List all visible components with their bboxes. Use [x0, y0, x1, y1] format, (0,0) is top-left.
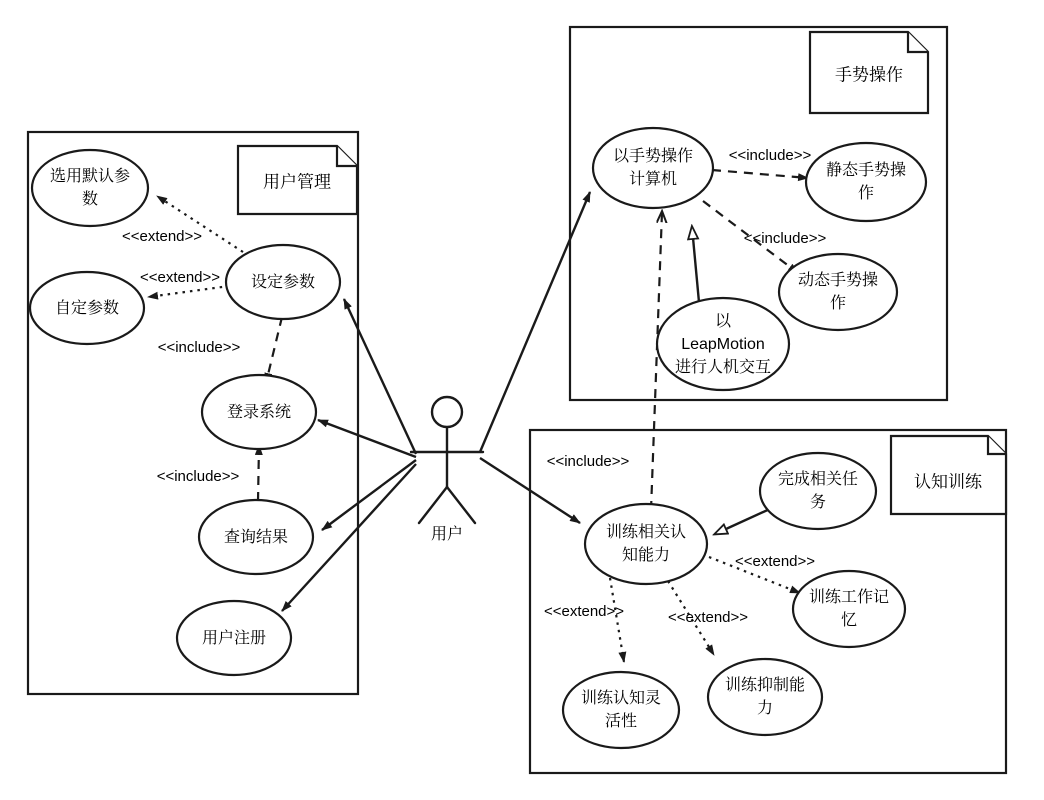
stereotype-include-static-gesture: <<include>> — [728, 146, 812, 164]
usecase-static-gesture[interactable] — [806, 143, 926, 221]
usecase-training-working-memory[interactable] — [793, 571, 905, 647]
usecase-query-result[interactable] — [199, 500, 313, 574]
usecase-label-leapmotion-l3: 进行人机交互 — [674, 359, 772, 377]
usecase-label-flexibility-l2: 活性 — [604, 713, 638, 731]
note-label-user-management: 用户管理 — [263, 172, 331, 192]
usecase-training-cognitive[interactable] — [585, 504, 707, 584]
usecase-label-working-memory-l2: 忆 — [840, 612, 858, 630]
usecase-label-custom-params: 自定参数 — [54, 300, 120, 318]
usecase-label-user-register: 用户注册 — [201, 630, 267, 648]
usecase-set-params[interactable] — [226, 245, 340, 319]
note-gesture-operation — [810, 32, 928, 113]
usecase-label-set-params: 设定参数 — [250, 274, 316, 292]
usecase-user-register[interactable] — [177, 601, 291, 675]
note-label-gesture-operation: 手势操作 — [835, 65, 903, 85]
usecase-label-inhibition-l1: 训练抑制能 — [724, 677, 806, 695]
usecase-leapmotion-hci[interactable] — [657, 298, 789, 390]
usecase-label-dynamic-gesture-l1: 动态手势操 — [797, 272, 879, 290]
usecase-default-params[interactable] — [32, 150, 148, 226]
usecase-label-default-params-l2: 数 — [81, 191, 99, 209]
usecase-label-gesture-computer-l1: 以手势操作 — [612, 148, 694, 166]
usecase-training-flexibility[interactable] — [563, 672, 679, 748]
usecase-gesture-computer[interactable] — [593, 128, 713, 208]
stereotype-extend-working-memory: <<extend>> — [734, 552, 816, 570]
usecase-label-query-result: 查询结果 — [223, 529, 289, 547]
stereotype-extend-inhibition: <<extend>> — [667, 608, 749, 626]
usecase-label-login-system: 登录系统 — [226, 404, 292, 422]
stereotype-include-query-login: <<include>> — [156, 467, 240, 485]
stereotype-include-dynamic-gesture: <<include>> — [743, 229, 827, 247]
usecase-dynamic-gesture[interactable] — [779, 254, 897, 330]
usecase-label-default-params-l1: 选用默认参 — [49, 168, 131, 186]
usecase-custom-params[interactable] — [30, 272, 144, 344]
stereotype-extend-default-params: <<extend>> — [121, 227, 203, 245]
usecase-label-inhibition-l2: 力 — [756, 700, 774, 718]
usecase-label-training-cognitive-l1: 训练相关认 — [605, 524, 687, 542]
usecase-label-leapmotion-l1: 以 — [714, 313, 732, 331]
usecase-label-working-memory-l1: 训练工作记 — [808, 589, 890, 607]
usecase-label-training-cognitive-l2: 知能力 — [621, 547, 671, 565]
stereotype-include-training: <<include>> — [546, 452, 630, 470]
usecase-label-complete-task-l2: 务 — [809, 494, 827, 512]
usecase-training-inhibition[interactable] — [708, 659, 822, 735]
usecase-login-system[interactable] — [202, 375, 316, 449]
usecase-label-complete-task-l1: 完成相关任 — [777, 471, 859, 489]
usecase-label-static-gesture-l2: 作 — [857, 185, 875, 203]
note-label-cognitive-training: 认知训练 — [914, 472, 982, 492]
usecase-label-leapmotion-l2: LeapMotion — [681, 336, 765, 354]
stereotype-extend-custom-params: <<extend>> — [139, 268, 221, 286]
note-user-management — [238, 146, 357, 214]
usecase-label-gesture-computer-l2: 计算机 — [628, 171, 678, 189]
usecase-label-flexibility-l1: 训练认知灵 — [580, 690, 662, 708]
usecase-label-dynamic-gesture-l2: 作 — [829, 295, 847, 313]
stereotype-include-set-params-login: <<include>> — [157, 338, 241, 356]
note-cognitive-training — [891, 436, 1006, 514]
usecase-complete-task[interactable] — [760, 453, 876, 529]
usecase-label-static-gesture-l1: 静态手势操 — [825, 162, 907, 180]
stereotype-extend-flexibility: <<extend>> — [543, 602, 625, 620]
actor-user — [411, 397, 483, 543]
actor-label: 用户 — [430, 526, 464, 544]
